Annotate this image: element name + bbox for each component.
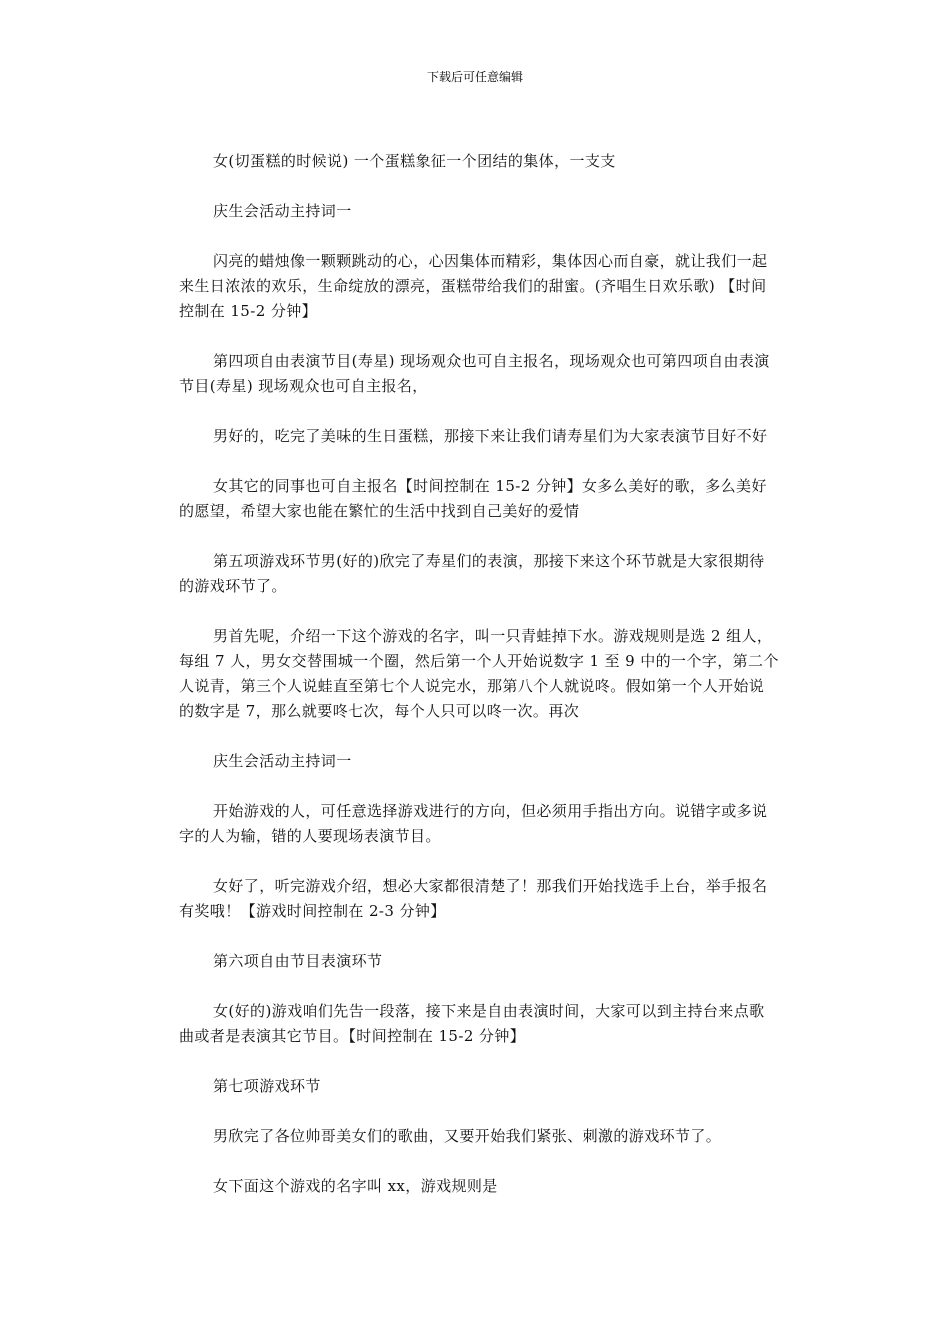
- paragraph: 女好了，听完游戏介绍，想必大家都很清楚了！那我们开始找选手上台，举手报名有奖哦！【游戏时间控制在 2-3 分钟】: [179, 877, 768, 920]
- paragraph: 女其它的同事也可自主报名【时间控制在 15-2 分钟】女多么美好的歌，多么美好的愿望，希望大家也能在繁忙的生活中找到自己美好的爱情: [179, 477, 767, 520]
- paragraph: 第四项自由表演节目(寿星) 现场观众也可自主报名，现场观众也可第四项自由表演节目(寿星) 现场观众也可自主报名，: [179, 352, 770, 395]
- paragraph: 开始游戏的人，可任意选择游戏进行的方向，但必须用手指出方向。说错字或多说字的人为输，错的人要现场表演节目。: [179, 802, 768, 845]
- paragraph: 第五项游戏环节男(好的)欣完了寿星们的表演，那接下来这个环节就是大家很期待的游戏环节了。: [179, 552, 765, 595]
- paragraph: 女(好的)游戏咱们先告一段落，接下来是自由表演时间，大家可以到主持台来点歌曲或者是表演其它节目。【时间控制在 15-2 分钟】: [179, 1002, 765, 1045]
- paragraph: 男欣完了各位帅哥美女们的歌曲，又要开始我们紧张、刺激的游戏环节了。: [213, 1127, 722, 1145]
- paragraph: 庆生会活动主持词一: [213, 752, 352, 770]
- paragraph: 庆生会活动主持词一: [213, 202, 352, 220]
- paragraph: 第七项游戏环节: [213, 1077, 321, 1095]
- page-header: 下载后可任意编辑: [426, 70, 523, 84]
- paragraph: 男首先呢，介绍一下这个游戏的名字，叫一只青蛙掉下水。游戏规则是选 2 组人，每组 7 人，男女交替围城一个圈，然后第一个人开始说数字 1 至 9 中的一个字，第二个人说青，第三个人说蛙直至第七个人说完水，那第八个人就说咚。假如第一个人开始说的数字是 7，那么就要咚七次，每个人只可以咚一次。再次: [179, 627, 779, 720]
- paragraph: 闪亮的蜡烛像一颗颗跳动的心，心因集体而精彩，集体因心而自豪，就让我们一起来生日浓浓的欢乐，生命绽放的漂亮，蛋糕带给我们的甜蜜。(齐唱生日欢乐歌) 【时间控制在 15-2 分钟】: [179, 252, 768, 320]
- paragraph: 第六项自由节目表演环节: [213, 952, 383, 970]
- document-body: [179, 149, 779, 1224]
- paragraph: 女下面这个游戏的名字叫 xx，游戏规则是: [213, 1177, 498, 1195]
- paragraph: 男好的，吃完了美味的生日蛋糕，那接下来让我们请寿星们为大家表演节目好不好: [213, 427, 768, 445]
- paragraph: 女(切蛋糕的时候说) 一个蛋糕象征一个团结的集体，一支支: [213, 152, 616, 170]
